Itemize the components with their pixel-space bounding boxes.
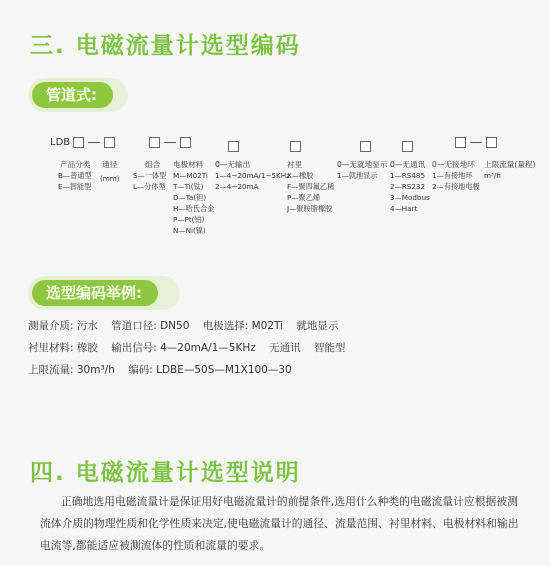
column-header: 0—无接地环 xyxy=(432,160,475,169)
column-item: 1—4~20mA/1~5KHz xyxy=(215,171,290,180)
code-box xyxy=(228,141,239,152)
code-box xyxy=(104,137,115,148)
column-local-display xyxy=(337,159,387,181)
example-line xyxy=(28,359,355,381)
column-item: 2—4~20mA xyxy=(215,182,259,191)
code-prefix: LDB xyxy=(50,137,71,148)
column-header: 0—无输出 xyxy=(215,160,251,169)
example-item: 衬里材料: 橡胶 xyxy=(28,342,98,354)
code-dash xyxy=(164,142,176,143)
section-4-title: 四. 电磁流量计选型说明 xyxy=(30,460,301,486)
column-flow-range xyxy=(484,159,536,181)
column-diameter xyxy=(102,159,120,184)
example-line xyxy=(28,315,355,337)
column-item: E—智能型 xyxy=(58,182,92,191)
column-output-signal xyxy=(215,159,290,192)
code-segment-3 xyxy=(455,137,497,148)
column-header: 电极材料 xyxy=(173,160,204,169)
column-grounding xyxy=(432,159,480,192)
column-header: 0—无通讯 xyxy=(390,160,426,169)
column-item: m³/h xyxy=(484,171,501,180)
column-header: 通径 xyxy=(102,160,118,169)
column-item: D—Ta(钽) xyxy=(173,193,207,202)
code-segment-1 xyxy=(73,137,115,148)
column-communication xyxy=(390,159,430,214)
column-item: 2—有接地电极 xyxy=(432,182,480,191)
code-dash xyxy=(470,142,482,143)
column-item: P—聚乙烯 xyxy=(287,193,321,202)
code-box xyxy=(455,137,466,148)
column-item: 4—Hart xyxy=(390,204,418,213)
example-item: 输出信号: 4—20mA/1—5KHz xyxy=(111,342,256,354)
pipe-type-badge: 管道式: xyxy=(32,82,113,108)
example-line xyxy=(28,337,355,359)
code-box xyxy=(180,137,191,148)
code-box xyxy=(73,137,84,148)
example-item: 智能型 xyxy=(313,342,346,354)
column-item: F—聚四氟乙稀 xyxy=(287,182,335,191)
example-block xyxy=(28,315,355,381)
code-segment-2 xyxy=(149,137,191,148)
code-box xyxy=(360,141,371,152)
example-item: 电极选择: M02Ti xyxy=(202,320,284,332)
column-item: B—普通型 xyxy=(58,171,92,180)
column-item: (mm) xyxy=(100,174,120,183)
section-3-title: 三. 电磁流量计选型编码 xyxy=(30,33,301,59)
example-item: 编码: LDBE—50S—M1X100—30 xyxy=(128,364,292,376)
column-header: 上限流量(量程) xyxy=(484,160,536,169)
column-item: 1—RS485 xyxy=(390,171,426,180)
column-item: S—一体型 xyxy=(133,171,167,180)
column-product-type xyxy=(58,159,92,192)
example-item: 管道口径: DN50 xyxy=(111,320,190,332)
column-item: L—分体型 xyxy=(133,182,166,191)
example-item: 测量介质: 污水 xyxy=(28,320,98,332)
column-item: 3—Modbus xyxy=(390,193,430,202)
code-box xyxy=(290,141,301,152)
column-header: 组合 xyxy=(145,160,161,169)
column-combination xyxy=(133,159,166,192)
column-item: N—Ni(镍) xyxy=(173,226,206,235)
column-header: 0—无就地显示 xyxy=(337,160,388,169)
code-dash xyxy=(88,142,100,143)
column-item: M—M02Ti xyxy=(173,171,208,180)
selection-guide-paragraph: 正确地选用电磁流量计是保证用好电磁流量计的前提条件,选用什么种类的电磁流量计应根据被测流体介质的物理性质和化学性质来决定,使电磁流量计的通径、流量范围、衬里材料、电极材料和输出电流等,都能适应被测流体的性质和流量的要求。 xyxy=(40,495,519,552)
code-box xyxy=(486,137,497,148)
column-item: P—Pt(铂) xyxy=(173,215,205,224)
example-item: 就地显示 xyxy=(296,320,339,332)
code-box xyxy=(402,141,413,152)
column-item: 1—就地显示 xyxy=(337,171,378,180)
column-header: 衬里 xyxy=(287,160,303,169)
column-item: 2—RS232 xyxy=(390,182,426,191)
column-lining xyxy=(287,159,334,214)
example-badge: 选型编码举例: xyxy=(32,280,158,306)
column-electrode-material xyxy=(173,159,214,236)
column-item: H—哈氏合金 xyxy=(173,204,215,213)
column-header: 产品分类 xyxy=(60,160,91,169)
example-item: 上限流量: 30m³/h xyxy=(28,364,115,376)
column-item: T—Ti(钛) xyxy=(173,182,204,191)
example-item: 无通讯 xyxy=(269,342,301,354)
column-item: X—橡胶 xyxy=(287,171,314,180)
column-item: J—聚胺脂橡胶 xyxy=(287,204,333,213)
column-item: 1—有接地环 xyxy=(432,171,473,180)
code-box xyxy=(149,137,160,148)
